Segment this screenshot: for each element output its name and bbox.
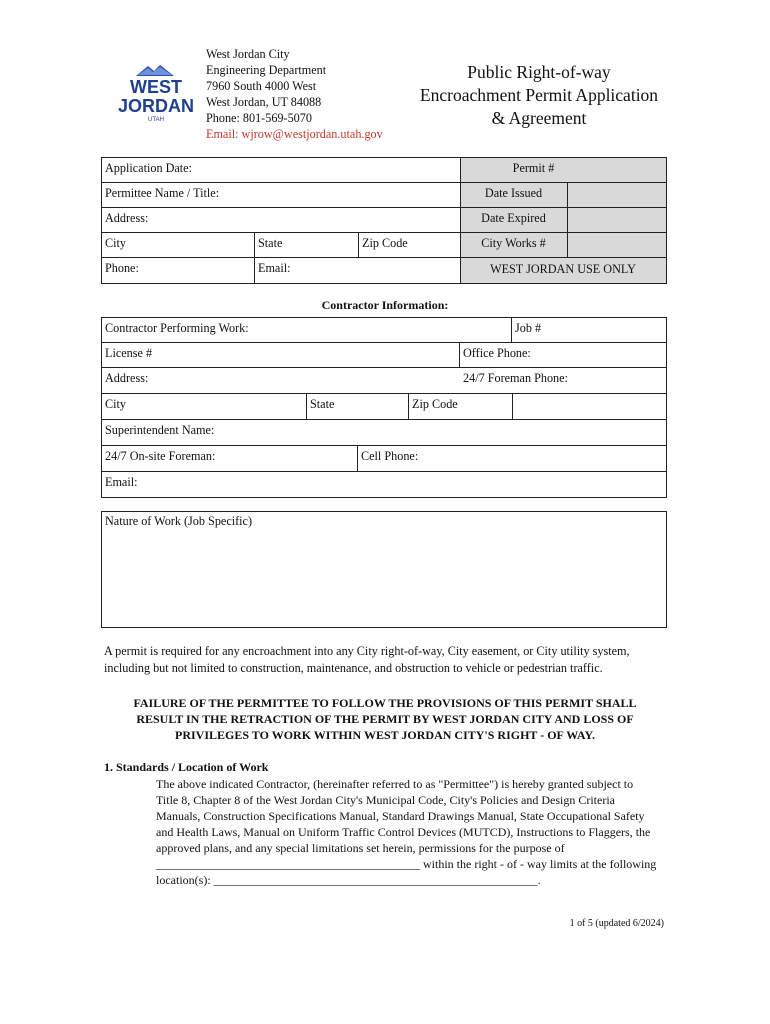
grid-line	[512, 393, 513, 419]
permittee-name-field[interactable]: Permittee Name / Title:	[105, 186, 220, 200]
city-field[interactable]: City	[105, 236, 126, 250]
cell-phone-field[interactable]: Cell Phone:	[361, 449, 419, 463]
address-line: 7960 South 4000 West	[206, 79, 317, 93]
department-address	[206, 46, 383, 142]
address-line: West Jordan, UT 84088	[206, 95, 322, 109]
document-title	[400, 61, 678, 130]
grid-line	[567, 182, 568, 257]
grid-line	[101, 157, 667, 158]
application-date-field[interactable]: Application Date:	[105, 161, 192, 175]
grid-line	[357, 445, 358, 471]
grid-line	[306, 393, 307, 419]
standards-line: Title 8, Chapter 8 of the West Jordan City's Municipal Code, City's Policies and Design Criteria	[156, 793, 615, 807]
title-line: Public Right-of-way	[467, 62, 611, 82]
grid-line	[101, 232, 667, 233]
license-field[interactable]: License #	[105, 346, 153, 360]
standards-heading: 1. Standards / Location of Work	[104, 760, 269, 774]
title-line: & Agreement	[491, 108, 587, 128]
grid-line	[460, 157, 461, 284]
address-line: West Jordan City	[206, 47, 290, 61]
zip-field[interactable]: Zip Code	[362, 236, 408, 250]
standards-line: and Health Laws, Manual on Uniform Traffic Control Devices (MUTCD), Instructions to Flaggers, the	[156, 825, 651, 839]
intro-paragraph: A permit is required for any encroachment into any City right-of-way, City easement, or City utility system, including but not limited to construction, maintenance, and obstruction to vehicle or pedestrian traffic.	[104, 644, 630, 675]
title-line: Encroachment Permit Application	[419, 85, 659, 105]
standards-line: approved plans, and any special limitations set herein, permissions for the purpose of	[156, 841, 565, 855]
warning-line: FAILURE OF THE PERMITTEE TO FOLLOW THE PROVISIONS OF THIS PERMIT SHALL	[133, 696, 637, 710]
onsite-foreman-field[interactable]: 24/7 On-site Foreman:	[105, 449, 216, 463]
address-line: Engineering Department	[206, 63, 327, 77]
grid-line	[408, 393, 409, 419]
grid-line	[101, 497, 667, 498]
city-works-field[interactable]: City Works #	[481, 236, 546, 250]
contractor-city-field[interactable]: City	[105, 397, 126, 411]
grid-line	[459, 342, 460, 367]
grid-line	[101, 283, 667, 284]
grid-line	[666, 157, 667, 284]
standards-line: ____________________________________________ within the right - of - way limits at the following	[156, 857, 657, 871]
contractor-address-field[interactable]: Address:	[105, 371, 149, 385]
warning-line: PRIVILEGES TO WORK WITHIN WEST JORDAN CITY'S RIGHT - OF WAY.	[174, 728, 596, 742]
grid-line	[101, 342, 667, 343]
address-line: Phone: 801-569-5070	[206, 111, 312, 125]
grid-line	[101, 367, 667, 368]
grid-line	[101, 207, 667, 208]
svg-text:JORDAN: JORDAN	[118, 96, 194, 116]
state-field[interactable]: State	[258, 236, 283, 250]
grid-line	[101, 471, 667, 472]
page-footer: 1 of 5 (updated 6/2024)	[569, 918, 664, 929]
grid-line	[101, 157, 102, 284]
office-use-label: WEST JORDAN USE ONLY	[490, 262, 636, 276]
nature-of-work-label: Nature of Work (Job Specific)	[105, 514, 253, 528]
grid-line	[101, 393, 667, 394]
grid-line	[101, 257, 667, 258]
grid-line	[101, 317, 102, 498]
email-field[interactable]: Email:	[258, 261, 291, 275]
standards-line: Manuals, Construction Specifications Manual, Standard Drawings Manual, State Occupational Safety	[156, 809, 645, 823]
phone-field[interactable]: Phone:	[105, 261, 139, 275]
contractor-email-field[interactable]: Email:	[105, 475, 138, 489]
west-jordan-logo	[118, 62, 194, 124]
contractor-state-field[interactable]: State	[310, 397, 335, 411]
date-expired-field[interactable]: Date Expired	[481, 211, 546, 225]
grid-line	[101, 445, 667, 446]
job-number-field[interactable]: Job #	[515, 321, 542, 335]
warning-notice	[104, 695, 666, 743]
contractor-performing-field[interactable]: Contractor Performing Work:	[105, 321, 249, 335]
grid-line	[666, 317, 667, 498]
date-issued-field[interactable]: Date Issued	[484, 186, 543, 200]
grid-line	[101, 317, 667, 318]
grid-line	[358, 232, 359, 257]
permit-number-field[interactable]: Permit #	[512, 161, 555, 175]
svg-text:WEST: WEST	[130, 77, 182, 97]
svg-text:UTAH: UTAH	[148, 117, 164, 123]
nature-of-work-box[interactable]	[101, 511, 667, 628]
warning-line: RESULT IN THE RETRACTION OF THE PERMIT BY WEST JORDAN CITY AND LOSS OF	[136, 712, 634, 726]
email-link[interactable]: Email: wjrow@westjordan.utah.gov	[206, 127, 383, 141]
contractor-zip-field[interactable]: Zip Code	[412, 397, 458, 411]
grid-line	[101, 419, 667, 420]
grid-line	[101, 182, 667, 183]
standards-body	[156, 776, 668, 888]
contractor-heading: Contractor Information:	[321, 298, 449, 312]
office-phone-field[interactable]: Office Phone:	[463, 346, 531, 360]
standards-line: location(s): ______________________________________________________.	[156, 873, 541, 887]
grid-line	[511, 317, 512, 342]
grid-line	[254, 232, 255, 283]
standards-line: The above indicated Contractor, (hereinafter referred to as "Permittee") is hereby granted subject to	[156, 777, 634, 791]
foreman-phone-field[interactable]: 24/7 Foreman Phone:	[463, 371, 568, 385]
superintendent-field[interactable]: Superintendent Name:	[105, 423, 215, 437]
address-field[interactable]: Address:	[105, 211, 149, 225]
